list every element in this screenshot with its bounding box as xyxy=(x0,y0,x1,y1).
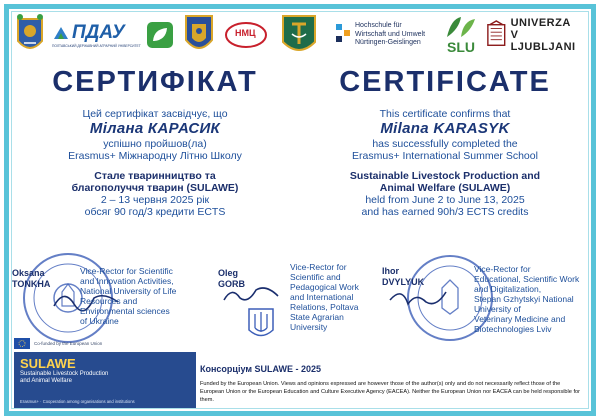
consortium-label: Консорціум SULAWE - 2025 xyxy=(200,364,322,374)
course-title-en-line-1: Sustainable Livestock Production and xyxy=(349,170,541,182)
signatory-3-role-line: and Digitalization, xyxy=(474,284,542,294)
signatory-2-first-name: Oleg xyxy=(218,268,239,278)
signatory-1-role-line: Environmental sciences xyxy=(80,306,170,316)
dates-text-ua: 2 – 13 червня 2025 рік xyxy=(100,194,210,206)
signatory-2-last-name: GORB xyxy=(218,279,245,289)
hfwu-logo xyxy=(334,10,436,60)
signatory-3-role-line: Stepan Gzhytskyi National xyxy=(474,294,574,304)
confirms-text-en: This certificate confirms that xyxy=(379,108,511,120)
certificate-title-en: CERTIFICATE xyxy=(339,66,551,98)
logo-row xyxy=(10,10,582,60)
course-title-ua-line-1: Стале тваринництво та xyxy=(94,170,216,182)
signatory-3-role-line: Veterinary Medicine and xyxy=(474,314,566,324)
green-leaf-logo xyxy=(146,10,176,60)
school-text-en: Erasmus+ International Summer School xyxy=(352,150,538,162)
signature-dvylyuk xyxy=(388,286,448,310)
completed-text-en: has successfully completed the xyxy=(372,138,518,150)
pdau-logo-subtitle: ПОЛТАВСЬКИЙ ДЕРЖАВНИЙ АГРАРНИЙ УНІВЕРСИТЕТ xyxy=(52,44,141,48)
hfwu-line-3: Nürtingen-Geislingen xyxy=(355,39,421,47)
english-column xyxy=(300,64,590,218)
lviv-vet-university-logo xyxy=(280,10,320,60)
signatory-2-role xyxy=(290,262,390,332)
sulawe-footer: Erasmus+ · Cooperation among organisations and institutions xyxy=(20,399,135,404)
signatory-2-role-line: and International xyxy=(290,292,354,302)
dates-text-en: held from June 2 to June 13, 2025 xyxy=(365,194,525,206)
course-title-en-line-2: Animal Welfare (SULAWE) xyxy=(379,182,511,194)
pdau-logo xyxy=(52,10,142,60)
sulawe-panel xyxy=(14,352,196,408)
signatory-1-role-line: and Innovation Activities, xyxy=(80,276,174,286)
signatory-3-role-line: Vice-Rector for xyxy=(474,264,531,274)
signatory-1-role-line: of Ukraine xyxy=(80,316,119,326)
signatory-2-role-line: Pedagogical Work xyxy=(290,282,359,292)
signatory-1-last-name: TONKHA xyxy=(12,279,51,289)
eu-cofunded-badge xyxy=(14,336,194,350)
course-title-ua-line-2: благополуччя тварин (SULAWE) xyxy=(71,182,239,194)
sulawe-subtitle-line-2: and Animal Welfare xyxy=(20,378,72,384)
ukrainian-column xyxy=(10,64,300,218)
hfwu-line-1: Hochschule für xyxy=(355,22,402,30)
signatory-1-role xyxy=(80,266,210,326)
signatory-2-role-line: University xyxy=(290,322,328,332)
signatory-2-role-line: State Agrarian xyxy=(290,312,344,322)
signatory-3-role xyxy=(474,264,584,334)
signatory-2-role-line: Relations, Poltava xyxy=(290,302,359,312)
signatory-3-role-line: Educational, Scientific Work xyxy=(474,274,580,284)
certificate-title-ua: СЕРТИФІКАТ xyxy=(52,66,258,98)
sulawe-subtitle-line-1: Sustainable Livestock Production xyxy=(20,371,109,377)
confirms-text-ua: Цей сертифікат засвідчує, що xyxy=(82,108,228,120)
credits-text-ua: обсяг 90 год/3 кредити ECTS xyxy=(84,206,226,218)
ul-line-2: V LJUBLJANI xyxy=(510,29,576,53)
sulawe-title: SULAWE xyxy=(20,356,76,371)
recipient-name-en: Milana KARASYK xyxy=(380,120,510,137)
trident-emblem xyxy=(246,306,276,342)
nubip-crest-logo xyxy=(14,10,48,60)
signatory-3-last-name: DVYLYUK xyxy=(382,277,425,287)
eu-disclaimer: Funded by the European Union. Views and opinions expressed are however those of the author(s) only and do not necessarily reflect those of the European Union or the European Education and Culture Executive Agency (EACEA). Neither the European Union nor EACEA can be held responsible for them. xyxy=(200,381,580,403)
signatory-1-role-line: Vice-Rector for Scientific xyxy=(80,266,173,276)
completed-text-ua: успішно пройшов(ла) xyxy=(103,138,207,150)
signatory-1-role-line: National University of Life xyxy=(80,286,177,296)
signatory-3-first-name: Ihor xyxy=(382,266,399,276)
eu-cofunded-text: Co-funded by the European Union xyxy=(34,340,103,346)
pdau-logo-text: ПДАУ xyxy=(72,22,125,43)
ul-line-1: UNIVERZA xyxy=(510,17,571,29)
signatory-3-role-line: Biotechnologies Lviv xyxy=(474,324,552,334)
signatory-1-first-name: Oksana xyxy=(12,268,45,278)
signatory-2-role-line: Vice-Rector for xyxy=(290,262,347,272)
university-crest-logo xyxy=(182,10,218,60)
eu-flag-icon xyxy=(14,338,30,349)
hfwu-line-2: Wirtschaft und Umwelt xyxy=(355,30,426,38)
signatory-2-role-line: Scientific and xyxy=(290,272,341,282)
signatory-3-role-line: University of xyxy=(474,304,521,314)
nmc-logo-text: НМЦ xyxy=(235,28,256,38)
signatory-1-role-line: Resources and xyxy=(80,296,138,306)
credits-text-en: and has earned 90h/3 ECTS credits xyxy=(361,206,529,218)
slu-logo-text: SLU xyxy=(447,39,475,55)
slu-logo xyxy=(438,10,484,60)
nmc-logo xyxy=(224,10,268,60)
school-text-ua: Erasmus+ Міжнародну Літню Школу xyxy=(68,150,242,162)
univerza-ljubljana-logo xyxy=(486,10,582,60)
recipient-name-ua: Мілана КАРАСИК xyxy=(89,120,221,137)
